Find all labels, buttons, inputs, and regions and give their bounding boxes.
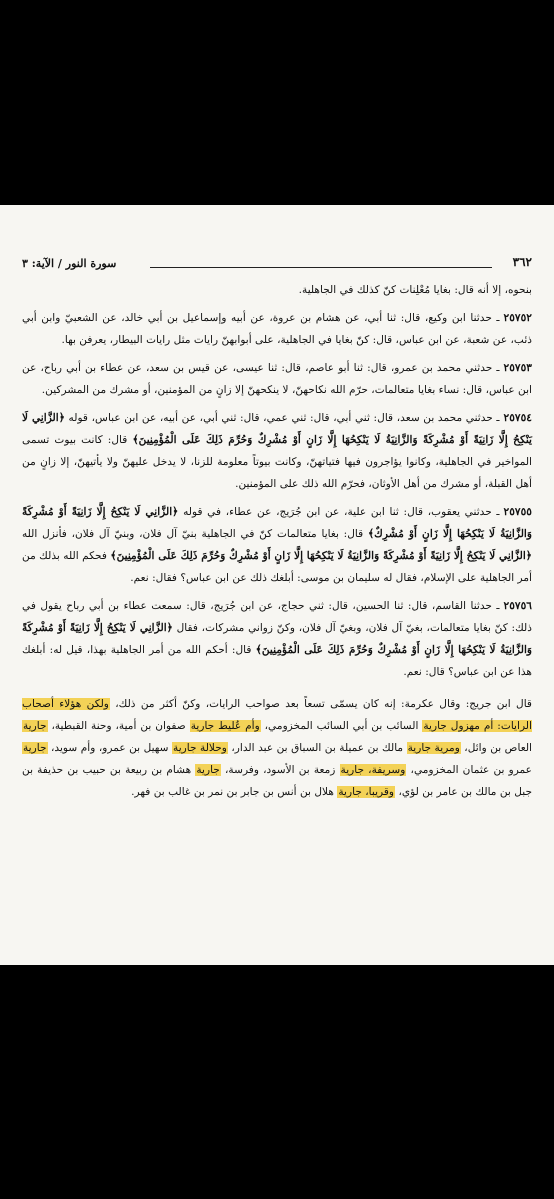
highlight-marker: وسريفة، جارية: [340, 764, 406, 776]
hadith-text: قال: أحكم الله من أمر الجاهلية بهذا، قيل له: أبلغك هذا عن ابن عباس؟ قال: نعم.: [22, 644, 532, 678]
highlight-marker: وأم عُليط جارية: [190, 720, 260, 732]
hadith-text: قال: كانت بيوت تسمى المواخير في الجاهلية، وكانوا يؤاجرون فيها فتياتهنّ، وكانت بيوتاً معلومة للزنا، لا يدخل عليهنّ ولا يأتيهنّ، إلا زانٍ من أهل القبلة، أو مشرك من أهل الأوثان، فحرّم الله ذلك على المؤمنين.: [22, 434, 532, 490]
hadith-text: فحكم الله بذلك من أمر الجاهلية على الإسلام، فقال له سليمان بن موسى: أبلغك ذلك عن ابن عباس؟ فقال: نعم.: [22, 550, 532, 584]
highlight-marker: جارية: [196, 764, 220, 776]
highlight-marker: جارية: [23, 742, 47, 754]
hadith-25753: [22, 357, 532, 401]
quran-quote: ﴿الزَّانِي لَا يَنْكِحُ إِلَّا زَانِيَةً أَوْ مُشْرِكَةً وَالزَّانِيَةُ لَا يَنْكِحُهَا إِلَّا زَانٍ أَوْ مُشْرِكٌ﴾: [22, 506, 532, 540]
highlight-marker: ومرية جارية: [407, 742, 460, 754]
paragraph-continuation: بنحوه، إلا أنه قال: بغايا مُعْلِنات كنّ كذلك في الجاهلية.: [298, 284, 532, 296]
hadith-number: ٢٥٧٥٥: [503, 506, 532, 518]
hadith-number: ٢٥٧٥٦: [503, 600, 532, 612]
hadith-text: ـ حدثنا ابن وكيع، قال: ثنا أبي، عن هشام بن عروة، عن أبيه وإسماعيل بن أبي خالد، عن الشعبيّ وابن أبي ذئب، عن شعبة، عن ابن عباس، قال: كنّ بغايا في الجاهلية، على أبوابهنّ رايات مثل رايات البيطار، يعرفن بها.: [22, 312, 532, 346]
highlight-marker: وقريبا، جارية: [338, 786, 395, 798]
book-page: [0, 205, 554, 965]
hadith-number: ٢٥٧٥٢: [503, 312, 532, 324]
hadith-25756: [22, 595, 532, 683]
highlight-marker: جارية: [23, 720, 47, 732]
hadith-text: قال: بغايا متعالمات كنّ في الجاهلية بنيّ آل فلان، وبنيّ آل فلان، فأنزل الله: [22, 528, 364, 540]
page-header: [22, 255, 532, 275]
hadith-25752: [22, 307, 532, 351]
hadith-text: ـ حدثني محمد بن عمرو، قال: ثنا أبو عاصم، قال: ثنا عيسى، عن قيس بن سعد، عن عطاء بن أبي رباح، عن ابن عباس، قال: نساء بغايا متعالمات، حرّم الله نكاحهنّ، لا ينكحهنّ إلا زانٍ من المؤمنين، أو مشرك من المشركين.: [22, 362, 532, 396]
running-head: سورة النور / الآية: ٣: [22, 257, 117, 270]
highlight-marker: وحلالة جارية: [173, 742, 227, 754]
quran-quote: ﴿الزَّانِي لَا يَنْكِحُ إِلَّا زَانِيَةً أَوْ مُشْرِكَةً وَالزَّانِيَةُ لَا يَنْكِحُهَا إِلَّا زَانٍ أَوْ مُشْرِكٌ وَحُرِّمَ ذَلِكَ عَلَى الْمُؤْمِنِينَ﴾: [22, 412, 532, 446]
hadith-number: ٢٥٧٥٤: [503, 412, 532, 424]
hadith-25754: [22, 407, 532, 495]
hadith-number: ٢٥٧٥٣: [503, 362, 532, 374]
quran-quote: ﴿الزَّانِي لَا يَنْكِحُ إِلَّا زَانِيَةً أَوْ مُشْرِكَةً وَالزَّانِيَةُ لَا يَنْكِحُهَا إِلَّا زَانٍ أَوْ مُشْرِكٌ وَحُرِّمَ ذَلِكَ عَلَى الْمُؤْمِنِينَ﴾: [110, 550, 532, 562]
quran-quote: ﴿الزَّانِي لَا يَنْكِحُ إِلَّا زَانِيَةً أَوْ مُشْرِكَةً وَالزَّانِيَةُ لَا يَنْكِحُهَا إِلَّا زَانٍ أَوْ مُشْرِكٌ وَحُرِّمَ ذَلِكَ عَلَى الْمُؤْمِنِينَ﴾: [22, 622, 533, 656]
hadith-text: ـ حدثنا القاسم، قال: ثنا الحسين، قال: ثني حجاج، عن ابن جُرَيج، قال: سمعت عطاء بن أبي رباح يقول في ذلك: كنّ بغايا متعالمات، بغيّ آل فلان، وبغيّ آل فلان، وكنّ زواني مشركات، فقال: [22, 600, 532, 634]
page-number: ٣٦٢: [512, 255, 532, 269]
hadith-25755: [22, 501, 532, 589]
highlight-marker: ولكن هؤلاء أصحاب الرايات: أم مهزول جارية: [22, 698, 532, 732]
hadith-text: ـ حدثني يعقوب، قال: ثنا ابن علية، عن ابن جُرَيج، عن عطاء، في قوله: [183, 506, 500, 518]
header-rule: [150, 267, 492, 268]
page-body: [22, 279, 532, 809]
ikrima-paragraph: قال ابن جريج: وقال عكرمة: إنه كان يسمّى تسعاً بعد صواحب الرايات، وكنّ أكثر من ذلك، ولكن هؤلاء أصحاب الرايات: أم مهزول جارية السائب بن أبي السائب المخزومي، وأم عُليط جارية صفوان بن أمية، وحنة القبطية، جارية العاص بن وائل، ومرية جارية مالك بن عميلة بن السباق بن عبد الدار، وحلالة جارية سهيل بن عمرو، وأم سويد، جارية عمرو بن عثمان المخزومي، وسريفة، جارية زمعة بن الأسود، وفرسة، جارية هشام بن ربيعة بن حبيب بن حذيفة بن جبل بن مالك بن عامر بن لؤي، وقريبا، جارية هلال بن أنس بن جابر بن نمر بن غالب بن فهر.: [22, 698, 533, 798]
hadith-text: ـ حدثني محمد بن سعد، قال: ثني أبي، قال: ثني عمي، قال: ثني أبي، عن أبيه، عن ابن عباس، قوله: [68, 412, 500, 424]
